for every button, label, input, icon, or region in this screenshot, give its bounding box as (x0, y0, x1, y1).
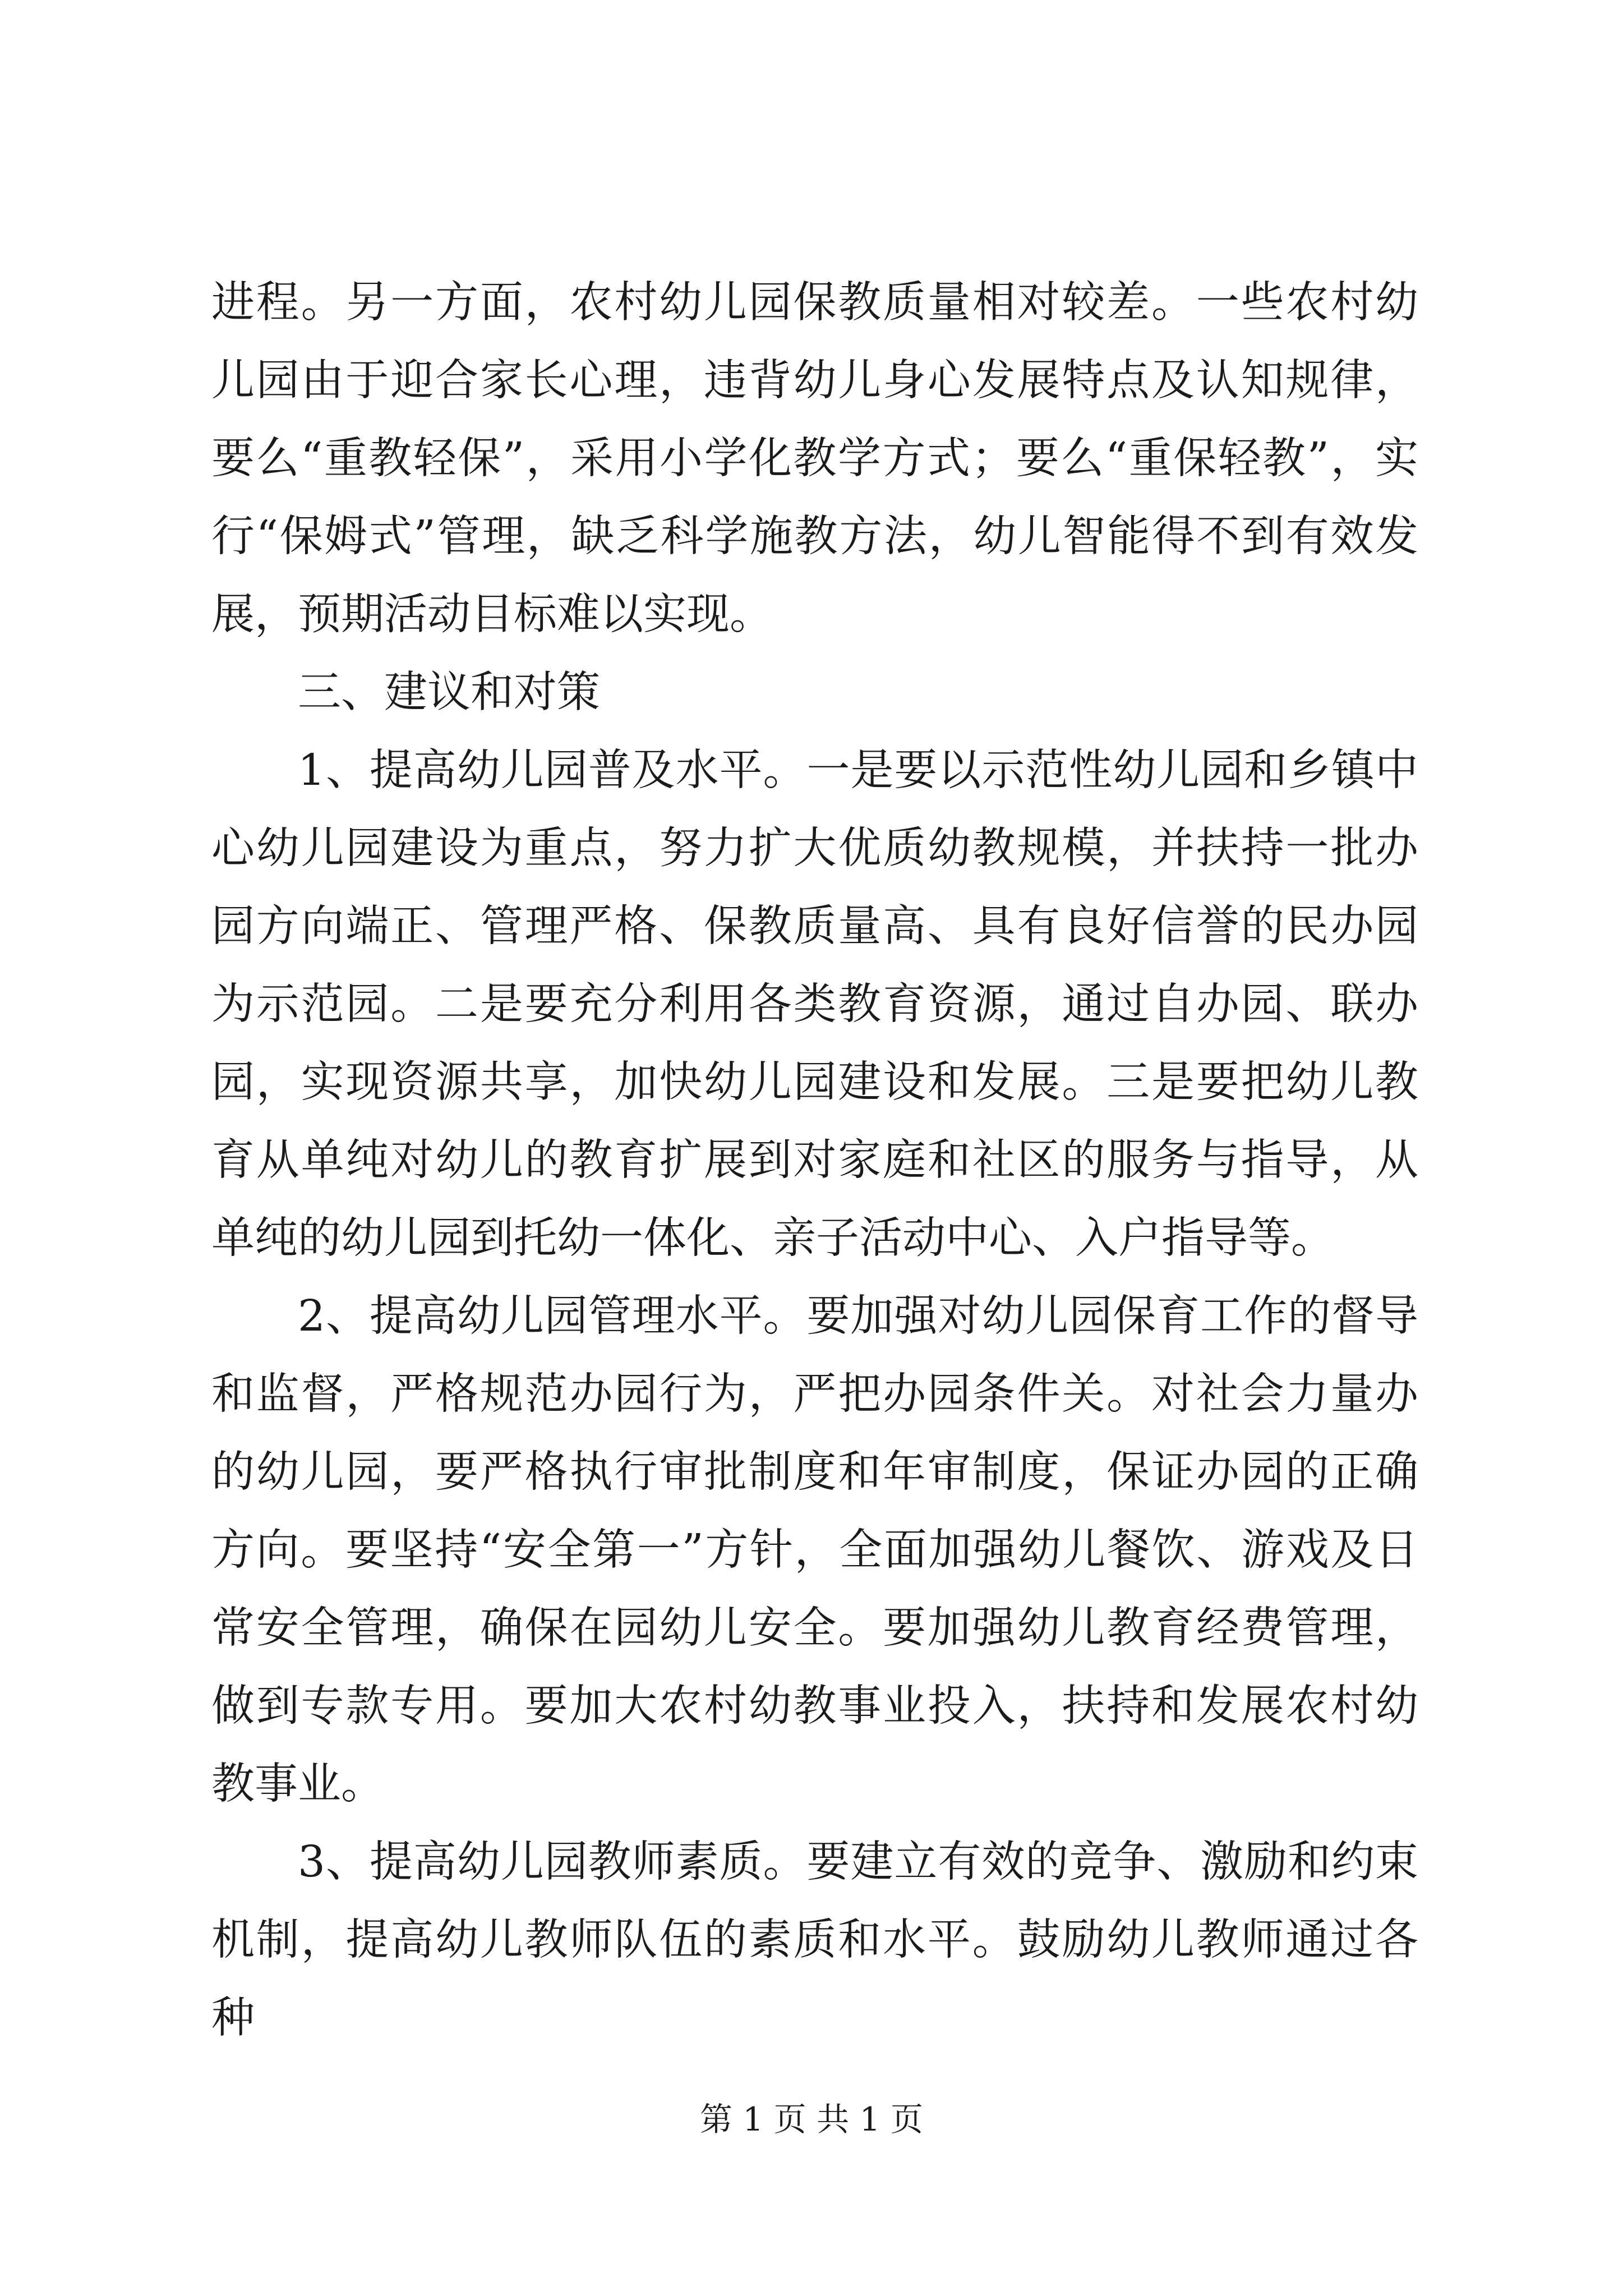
paragraph-item-2: 2、提高幼儿园管理水平。要加强对幼儿园保育工作的督导和监督，严格规范办园行为，严把办园条件关。对社会力量办的幼儿园，要严格执行审批制度和年审制度，保证办园的正确方向。要坚持“安全第一”方针，全面加强幼儿餐饮、游戏及日常安全管理，确保在园幼儿安全。要加强幼儿教育经费管理，做到专款专用。要加大农村幼教事业投入，扶持和发展农村幼教事业。 (211, 1291, 1418, 1809)
document-body (211, 264, 1418, 2057)
paragraph-item-3: 3、提高幼儿园教师素质。要建立有效的竞争、激励和约束机制，提高幼儿教师队伍的素质和水平。鼓励幼儿教师通过各种 (211, 1837, 1418, 2043)
page-footer: 第 1 页 共 1 页 (700, 2100, 923, 2138)
section-heading: 三、建议和对策 (298, 668, 600, 717)
paragraph-continuation: 进程。另一方面，农村幼儿园保教质量相对较差。一些农村幼儿园由于迎合家长心理，违背幼儿身心发展特点及认知规律，要么“重教轻保”，采用小学化教学方式；要么“重保轻教”，实行“保姆式”管理，缺乏科学施教方法，幼儿智能得不到有效发展，预期活动目标难以实现。 (211, 278, 1418, 639)
paragraph-item-1: 1、提高幼儿园普及水平。一是要以示范性幼儿园和乡镇中心幼儿园建设为重点，努力扩大优质幼教规模，并扶持一批办园方向端正、管理严格、保教质量高、具有良好信誉的民办园为示范园。二是要充分利用各类教育资源，通过自办园、联办园，实现资源共享，加快幼儿园建设和发展。三是要把幼儿教育从单纯对幼儿的教育扩展到对家庭和社区的服务与指导，从单纯的幼儿园到托幼一体化、亲子活动中心、入户指导等。 (211, 746, 1418, 1263)
